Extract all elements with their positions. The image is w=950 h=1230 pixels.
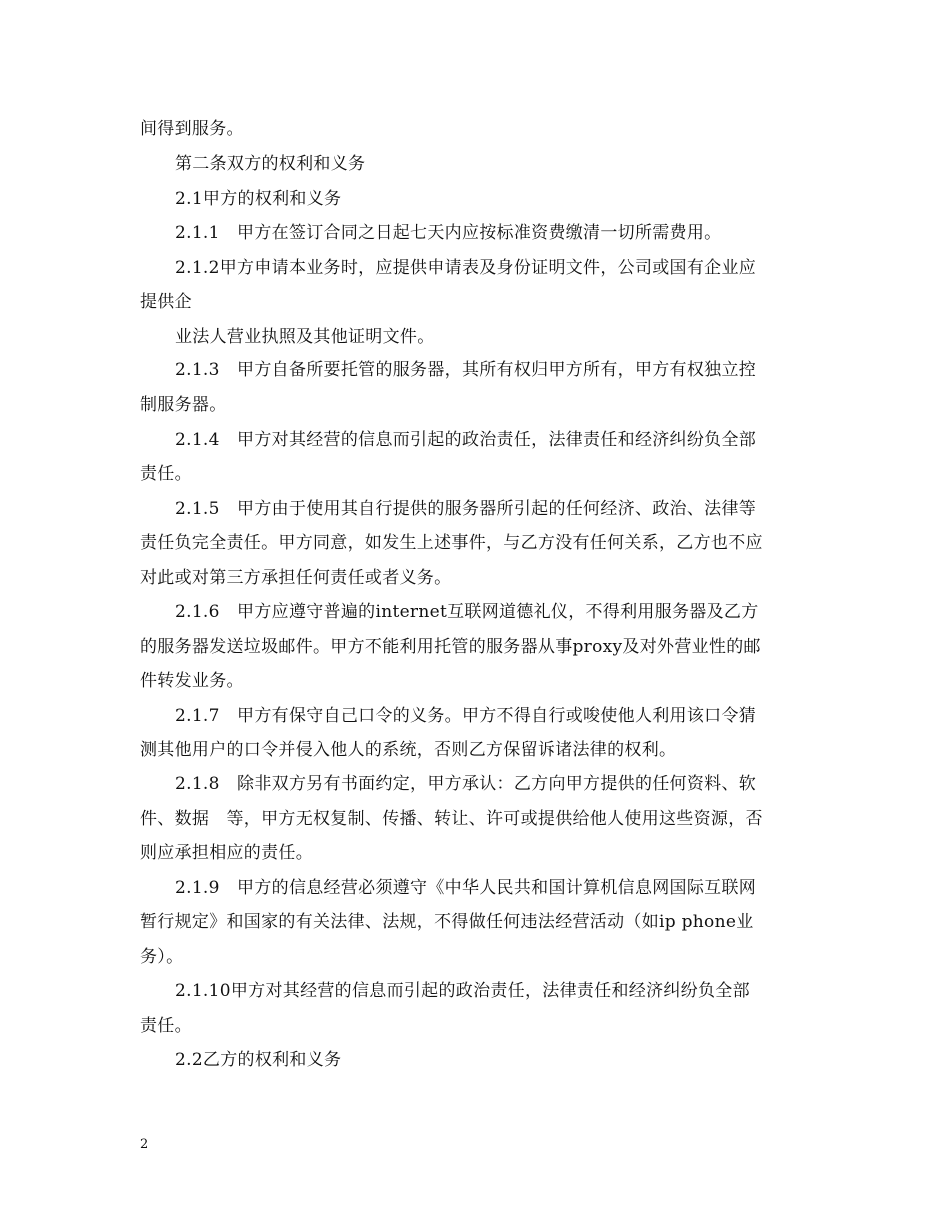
page-number: 2 [140,1137,149,1152]
clause-line: 2.1.2甲方申请本业务时，应提供申请表及身份证明文件，公司或国有企业应 [175,258,757,278]
text-line: 提供企 [140,292,192,312]
text-line: 件转发业务。 [140,671,244,691]
text-line: 间得到服务。 [140,119,244,139]
text-line: 测其他用户的口令并侵入他人的系统，否则乙方保留诉诸法律的权利。 [140,740,677,760]
text-line: 务）。 [140,947,184,967]
text-line: 业法人营业执照及其他证明文件。 [175,327,435,347]
clause-line: 2.1.8 除非双方另有书面约定，甲方承认：乙方向甲方提供的任何资料、软 [175,774,757,794]
text-line: 则应承担相应的责任。 [140,843,313,863]
text-line: 对此或对第三方承担任何责任或者义务。 [140,568,452,588]
clause-line: 2.1.10甲方对其经营的信息而引起的政治责任，法律责任和经济纠纷负全部 [175,981,750,1001]
clause-line: 2.1.6 甲方应遵守普遍的internet互联网道德礼仪，不得利用服务器及乙方 [175,602,759,622]
clause-line: 2.1.5 甲方由于使用其自行提供的服务器所引起的任何经济、政治、法律等 [175,499,757,519]
text-line: 制服务器。 [140,395,227,415]
text-line: 责任。 [140,464,192,484]
section-heading: 第二条双方的权利和义务 [175,154,366,174]
clause-line: 2.1.3 甲方自备所要托管的服务器，其所有权归甲方所有，甲方有权独立控 [175,360,757,380]
subsection-heading: 2.2乙方的权利和义务 [175,1050,342,1070]
clause-line: 2.1.7 甲方有保守自己口令的义务。甲方不得自行或唆使他人利用该口令猜 [175,706,757,726]
clause-line: 2.1.1 甲方在签订合同之日起七天内应按标准资费缴清一切所需费用。 [175,223,722,243]
text-line: 暂行规定》和国家的有关法律、法规，不得做任何违法经营活动（如ip phone业 [140,912,754,932]
text-line: 的服务器发送垃圾邮件。甲方不能利用托管的服务器从事proxy及对外营业性的邮 [140,637,761,657]
text-line: 件、数据 等，甲方无权复制、传播、转让、许可或提供给他人使用这些资源，否 [140,809,763,829]
text-line: 责任。 [140,1016,192,1036]
clause-line: 2.1.4 甲方对其经营的信息而引起的政治责任，法律责任和经济纠纷负全部 [175,430,757,450]
text-line: 责任负完全责任。甲方同意，如发生上述事件，与乙方没有任何关系，乙方也不应 [140,533,763,553]
subsection-heading: 2.1甲方的权利和义务 [175,189,342,209]
clause-line: 2.1.9 甲方的信息经营必须遵守《中华人民共和国计算机信息网国际互联网 [175,878,757,898]
